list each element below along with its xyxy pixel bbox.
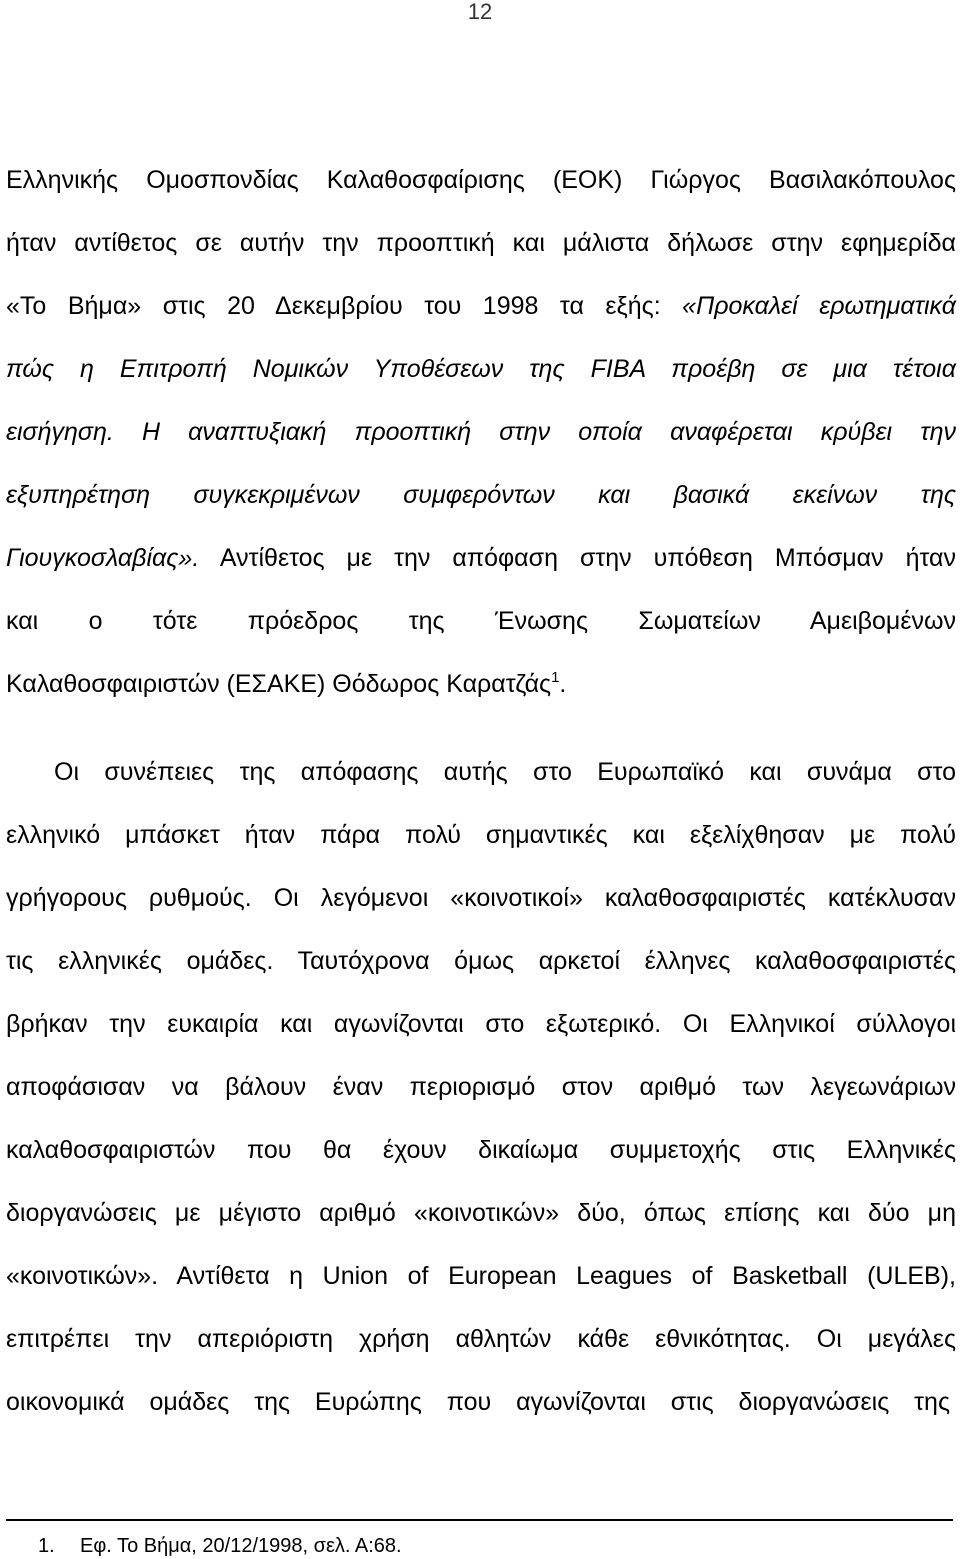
text-line: διοργανώσεις με μέγιστο αριθμό «κοινοτικών» δύο, όπως επίσης και δύο μη <box>6 1199 956 1227</box>
quote-line: πώς η Επιτροπή Νομικών Υποθέσεων της FIBA προέβη σε μια τέτοια <box>6 355 956 383</box>
text-line: επιτρέπει την απεριόριστη χρήση αθλητών κάθε εθνικότητας. Οι μεγάλες <box>6 1325 956 1353</box>
page-number: 12 <box>467 0 493 24</box>
text-line: γρήγορους ρυθμούς. Οι λεγόμενοι «κοινοτικοί» καλαθοσφαιριστές κατέκλυσαν <box>6 884 956 912</box>
footnote-separator <box>6 1519 953 1521</box>
text-span: Αντίθετος με την απόφαση στην υπόθεση Μπόσμαν ήταν <box>199 544 956 572</box>
text-span: Καλαθοσφαιριστών (ΕΣΑΚΕ) Θόδωρος Καρατζάς <box>6 670 552 698</box>
text-line: καλαθοσφαιριστών που θα έχουν δικαίωμα συμμετοχής στις Ελληνικές <box>6 1136 956 1164</box>
quote-line: εισήγηση. Η αναπτυξιακή προοπτική στην οποία αναφέρεται κρύβει την <box>6 418 956 446</box>
text-line: «κοινοτικών». Αντίθετα η Union of European Leagues of Basketball (ULEB), <box>6 1262 956 1290</box>
text-line <box>6 669 956 699</box>
text-line: και ο τότε πρόεδρος της Ένωσης Σωματείων Αμειβομένων <box>6 607 956 635</box>
text-line: τις ελληνικές ομάδες. Ταυτόχρονα όμως αρκετοί έλληνες καλαθοσφαιριστές <box>6 947 956 975</box>
text-span: . <box>559 670 567 698</box>
text-line: οικονομικά ομάδες της Ευρώπης που αγωνίζονται στις διοργανώσεις της <box>6 1388 950 1416</box>
text-line: ελληνικό μπάσκετ ήταν πάρα πολύ σημαντικές και εξελίχθησαν με πολύ <box>6 821 956 849</box>
text-span: «Το Βήμα» στις 20 Δεκεμβρίου του 1998 τα εξής: <box>6 292 683 320</box>
text-line: αποφάσισαν να βάλουν έναν περιορισμό στον αριθμό των λεγεωνάριων <box>6 1073 956 1101</box>
text-line: βρήκαν την ευκαιρία και αγωνίζονται στο εξωτερικό. Οι Ελληνικοί σύλλογοι <box>6 1010 956 1038</box>
quote-line: εξυπηρέτηση συγκεκριμένων συμφερόντων και βασικά εκείνων της <box>6 481 956 509</box>
text-line: Ελληνικής Ομοσπονδίας Καλαθοσφαίρισης (ΕΟΚ) Γιώργος Βασιλακόπουλος <box>6 166 956 194</box>
footnote-marker: 1 <box>551 669 560 686</box>
quote-span: «Προκαλεί ερωτηματικά <box>682 292 956 320</box>
text-line: Οι συνέπειες της απόφασης αυτής στο Ευρωπαϊκό και συνάμα στο <box>54 758 956 786</box>
text-line: ήταν αντίθετος σε αυτήν την προοπτική και μάλιστα δήλωσε στην εφημερίδα <box>6 229 956 257</box>
text-line <box>6 291 956 321</box>
quote-span: Γιουγκοσλαβίας». <box>6 544 200 572</box>
text-line <box>6 543 956 573</box>
footnote-number: 1. <box>38 1535 55 1557</box>
footnote-text: Εφ. Το Βήμα, 20/12/1998, σελ. Α:68. <box>80 1535 402 1557</box>
footnote <box>38 1534 402 1558</box>
